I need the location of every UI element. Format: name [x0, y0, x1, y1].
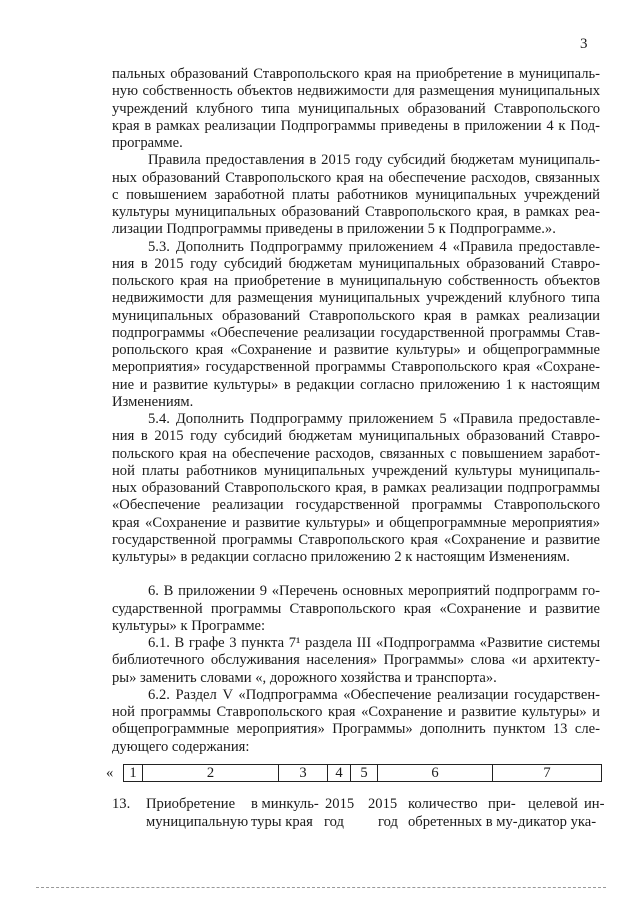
text-line: Правила предоставления в 2015 году субсидий бюджетам муниципаль- — [148, 152, 600, 169]
text-line: ния в 2015 году субсидий бюджетам муниципальных образований Ставро- — [112, 255, 600, 272]
row-cell: целевой — [528, 796, 578, 812]
text-line: государственной программы Ставропольского края «Сохранение и развитие — [112, 531, 600, 548]
column-number-cell: 1 — [124, 765, 143, 782]
row-cell: при- — [488, 796, 516, 812]
row-cell: ин- — [584, 796, 605, 812]
column-number-cell: 5 — [351, 765, 378, 782]
text-line: культуры» к Программе: — [112, 617, 266, 634]
row-number: 13. — [112, 796, 131, 812]
column-number-cell: 7 — [493, 765, 602, 782]
text-line: ную собственность объектов недвижимости для размещения муниципальных — [112, 83, 600, 100]
open-quote: « — [106, 765, 114, 781]
text-line: общепрограммные мероприятия» Программы» дополнить пунктом 13 сле- — [112, 721, 600, 738]
text-line: пальных образований Ставропольского края на приобретение в муниципаль- — [112, 66, 600, 82]
text-line: ния в 2015 году субсидий бюджетам муниципальных образований Ставро- — [112, 428, 600, 445]
column-number-cell: 2 — [143, 765, 279, 782]
text-line: Изменениям. — [112, 393, 194, 410]
row-cell: обретенных в му- — [408, 814, 518, 830]
text-line: «Обеспечение реализации государственной программы Ставропольского — [112, 497, 600, 514]
row-cell: 2015 — [325, 796, 355, 812]
text-line: 5.4. Дополнить Подпрограмму приложением 5 «Правила предоставле- — [148, 411, 600, 427]
text-line: лизации Подпрограммы приведены в приложении 5 к Подпрограмме.». — [112, 221, 556, 238]
text-line: края «Сохранение и развитие культуры» и общепрограммные мероприятия» — [112, 514, 600, 531]
column-number-table — [123, 764, 602, 782]
row-cell: год — [378, 814, 398, 830]
text-line: культуры муниципальных образований Ставропольского края, в рамках реа- — [112, 204, 600, 220]
text-line: края в рамках реализации Подпрограммы приведены в приложении 4 к Под- — [112, 117, 600, 134]
text-line: сударственной программы Ставропольского края «Сохранение и развитие — [112, 600, 600, 617]
row-cell: 2015 — [368, 796, 398, 812]
text-line: ной программы Ставропольского края «Сохранение и развитие культуры» и — [112, 704, 600, 720]
text-line: ных образований Ставропольского края на обеспечение расходов, связанных — [112, 169, 600, 186]
row-cell: туры края — [251, 814, 313, 830]
text-line: дующего содержания: — [112, 738, 250, 755]
row-cell: в минкуль- — [251, 796, 319, 812]
row-cell: муниципальную — [146, 814, 249, 830]
text-line: 6. В приложении 9 «Перечень основных мероприятий подпрограмм го- — [148, 583, 600, 600]
column-number-cell: 3 — [279, 765, 328, 782]
text-line: польского края на приобретение в муниципальную собственность объектов — [112, 273, 600, 289]
column-number-row — [106, 764, 602, 784]
text-line: ние и развитие культуры» в редакции согласно приложению 1 к настоящим — [112, 376, 600, 393]
footer-rule — [36, 887, 606, 888]
row-cell: год — [324, 814, 344, 830]
text-line: 6.2. Раздел V «Подпрограмма «Обеспечение реализации государствен- — [148, 686, 600, 703]
row-cell: количество — [408, 796, 478, 812]
text-line: мероприятия» государственной программы Ставропольского края «Сохране- — [112, 359, 600, 376]
text-line: культуры» в редакции согласно приложению 2 к настоящим Изменениям. — [112, 549, 570, 565]
text-line: 6.1. В графе 3 пункта 7¹ раздела III «Подпрограмма «Развитие системы — [148, 635, 600, 651]
text-line: 5.3. Дополнить Подпрограмму приложением 4 «Правила предоставле- — [148, 238, 600, 255]
text-line: подпрограммы «Обеспечение реализации государственной программы Став- — [112, 324, 600, 341]
text-line: ры» заменить словами «, дорожного хозяйства и транспорта». — [112, 669, 497, 686]
text-line: ных образований Ставропольского края, в рамках реализации подпрограммы — [112, 480, 600, 496]
text-line: учреждений клубного типа муниципальных образований Ставропольского — [112, 100, 600, 117]
text-line: недвижимости для размещения муниципальных учреждений клубного типа — [112, 290, 600, 307]
text-line: муниципальных образований Ставропольского края в рамках реализации — [112, 307, 600, 324]
text-line: ропольского края «Сохранение и развитие культуры» и общепрограммные — [112, 342, 600, 358]
page-number: 3 — [580, 36, 588, 52]
text-line: программе. — [112, 135, 183, 151]
column-number-cell: 4 — [328, 765, 351, 782]
row-cell: Приобретение — [146, 796, 236, 812]
body-text — [112, 66, 600, 756]
text-line: польского края на обеспечение расходов, связанных с повышением заработ- — [112, 445, 600, 462]
column-number-cell: 6 — [378, 765, 493, 782]
text-line: библиотечного обслуживания населения» Программы» слова «и архитекту- — [112, 652, 600, 669]
text-line: ной платы работников муниципальных учреждений культуры муниципаль- — [112, 462, 600, 479]
paragraph-gap — [112, 566, 600, 583]
text-line: с повышением заработной платы работников муниципальных учреждений — [112, 186, 600, 203]
row-cell: дикатор ука- — [518, 814, 597, 830]
